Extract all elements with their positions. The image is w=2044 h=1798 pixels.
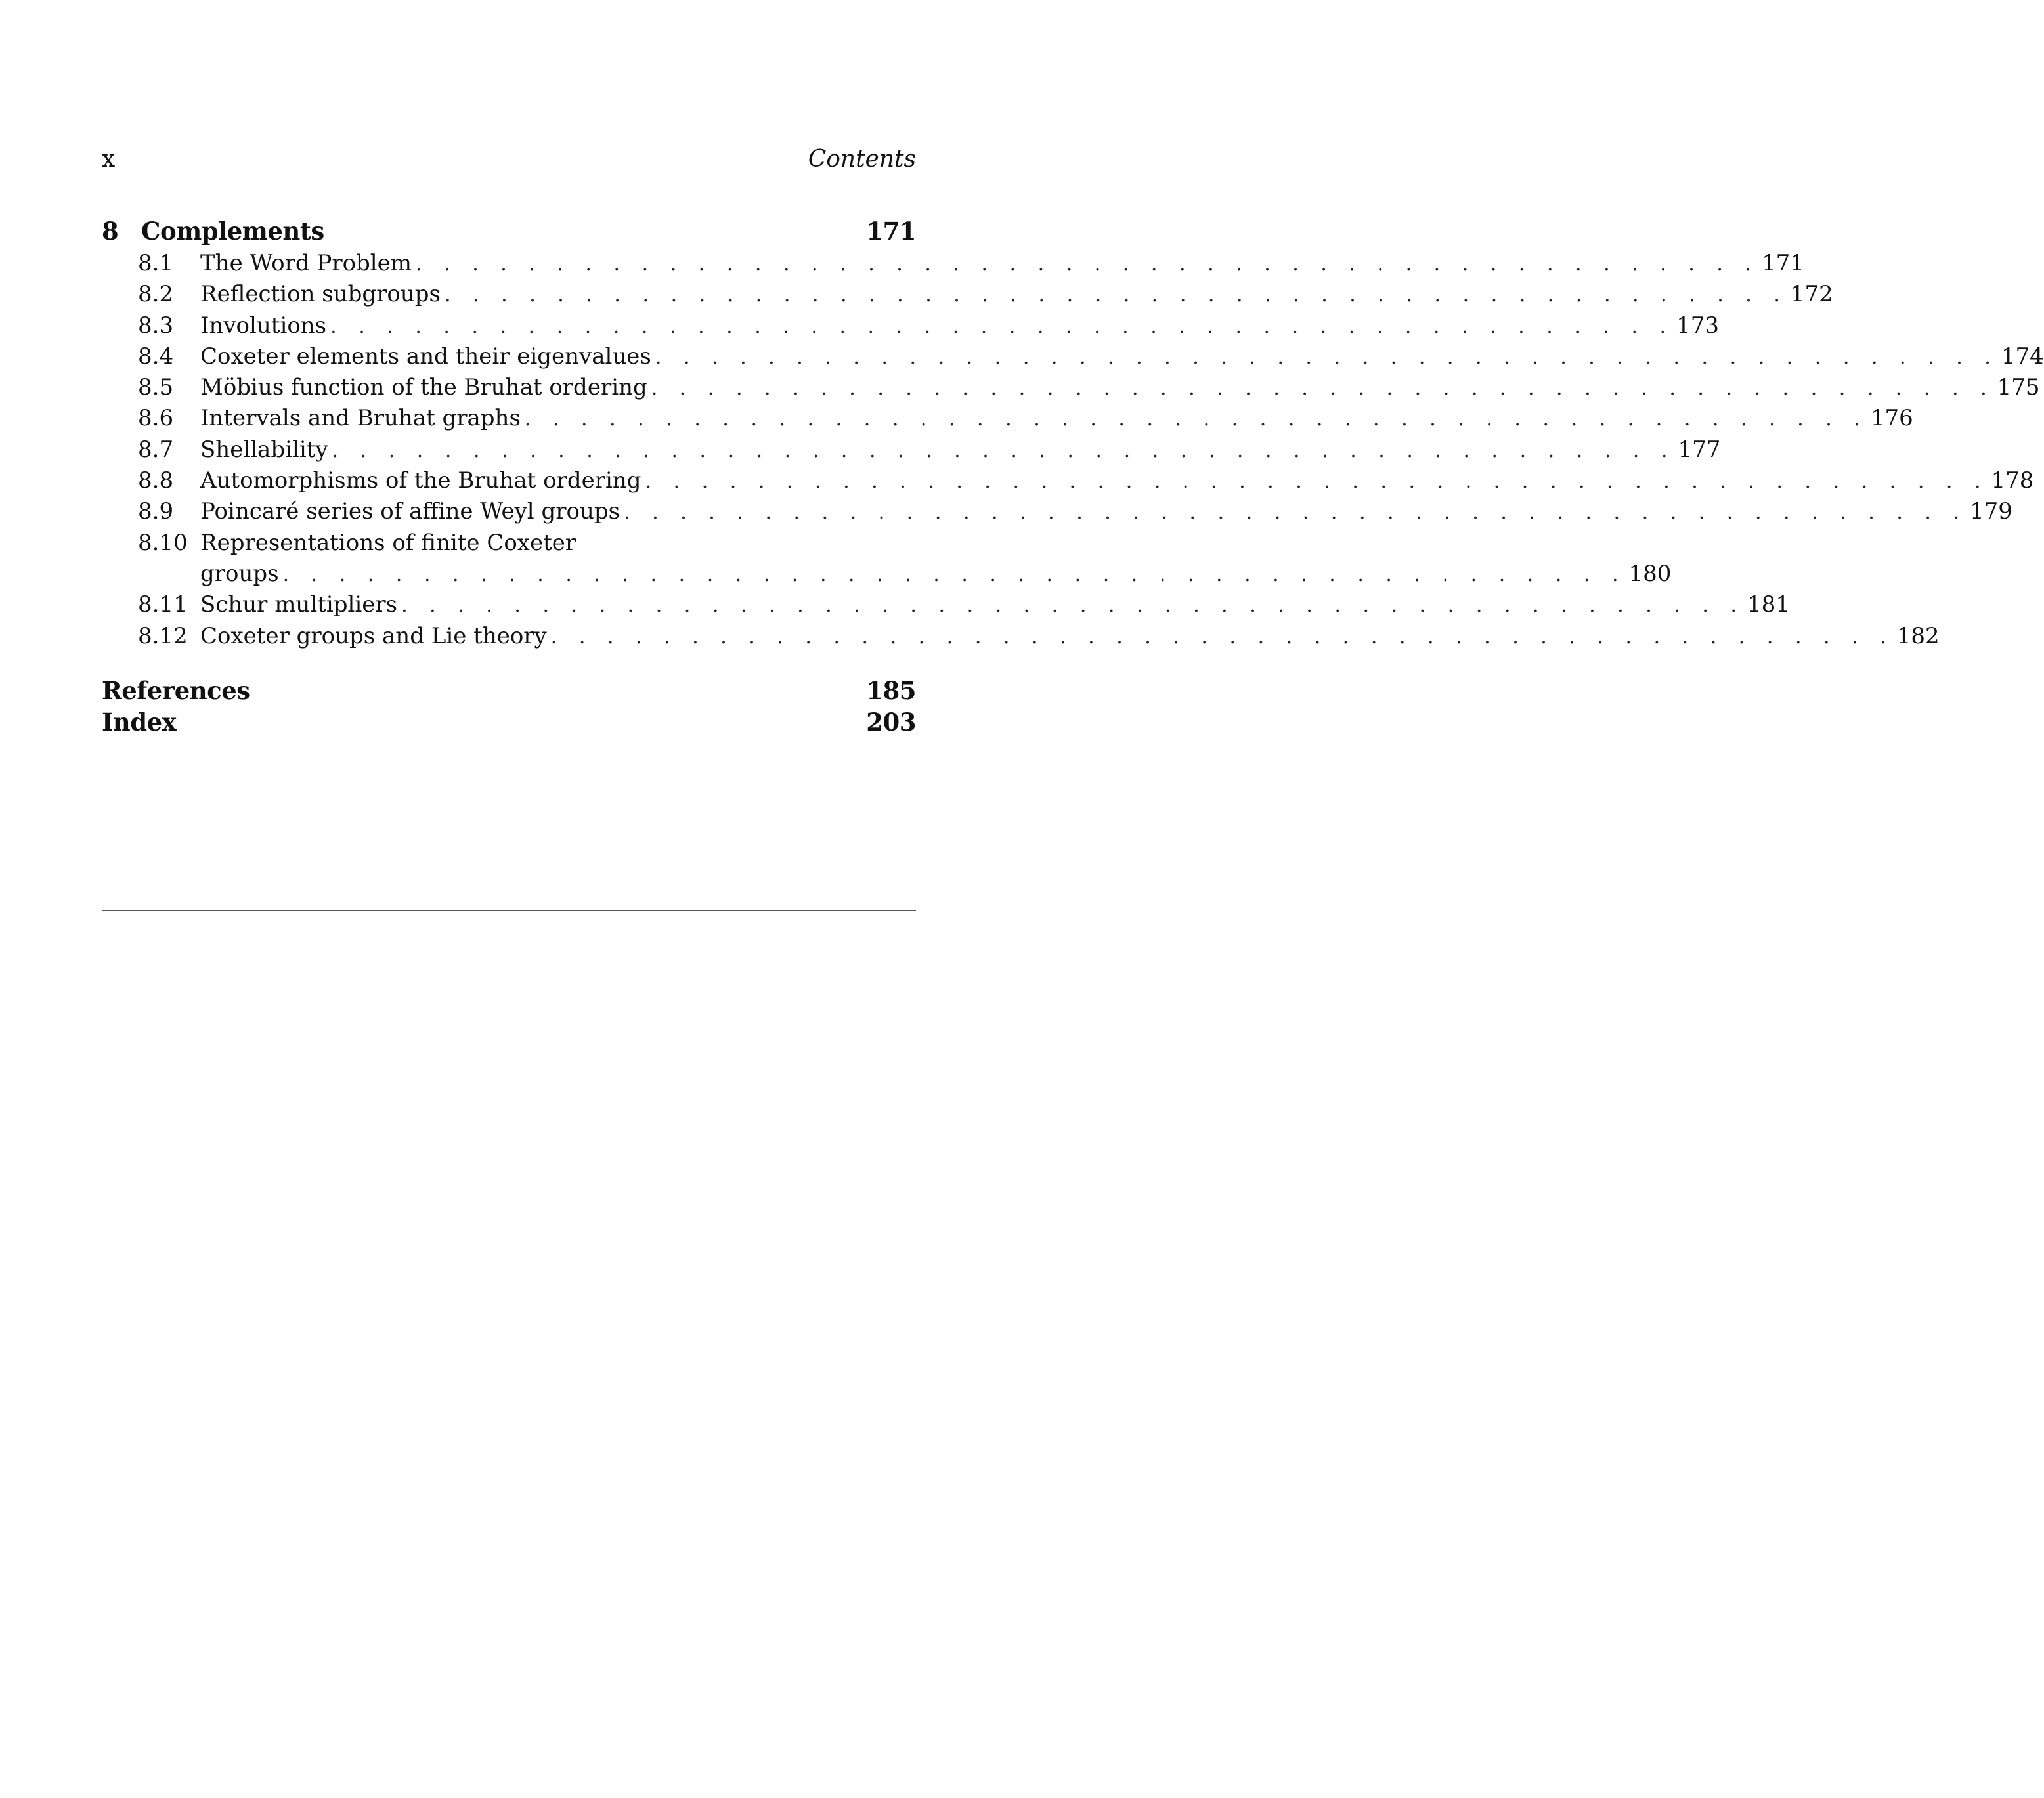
section-title: Intervals and Bruhat graphs [200,405,521,432]
table-of-contents [102,217,2044,652]
section-page-number: 177 [1678,436,1721,463]
section-entry [102,372,2040,403]
page-folio: x [102,146,116,173]
section-page-number: 182 [1896,622,1940,649]
section-entry [102,496,2012,527]
section-title: Poincaré series of affine Weyl groups [200,498,620,525]
dot-leader: . . . . . . . . . . . . . . . . . . . . . . . . . . . . . . . . . . . . . . . . . . . . . . . . [624,501,1968,524]
dot-leader: . . . . . . . . . . . . . . . . . . . . . . . . . . . . . . . . . . . . . . . . . . . . . . . . [524,408,1868,431]
section-page-number: 175 [1997,374,2040,401]
section-number: 8.3 [138,312,174,339]
section-page-number: 179 [1970,498,2012,525]
section-entry [102,248,1804,279]
section-title: Coxeter groups and Lie theory [200,622,547,649]
section-page-number: 172 [1790,281,1833,308]
references-title: References [102,676,250,705]
dot-leader: . . . . . . . . . . . . . . . . . . . . . . . . . . . . . . . . . . . . . . . . . . . . . . . . [651,377,1995,400]
section-number: 8.7 [138,436,174,463]
section-title: Schur multipliers [200,591,398,618]
section-title: Involutions [200,312,327,339]
section-title: Shellability [200,436,328,463]
section-page-number: 180 [1628,560,1672,587]
section-entry [102,279,1833,310]
section-number: 8.6 [138,405,174,432]
section-entry [102,310,1719,341]
dot-leader: . . . . . . . . . . . . . . . . . . . . . . . . . . . . . . . . . . . . . . . . . . . . . . . . [550,625,1894,649]
index-title: Index [102,708,177,737]
section-number: 8.11 [138,591,188,618]
section-entry [102,589,1790,620]
section-number: 8.10 [138,529,188,556]
dot-leader: . . . . . . . . . . . . . . . . . . . . . . . . . . . . . . . . . . . . . . . . . . . . . . . . [416,253,1759,276]
section-number: 8.12 [138,622,188,649]
section-page-number: 171 [1761,250,1804,276]
section-number: 8.9 [138,498,174,525]
section-number: 8.2 [138,281,174,308]
section-entry [102,403,1913,434]
dot-leader: . . . . . . . . . . . . . . . . . . . . . . . . . . . . . . . . . . . . . . . . . . . . . . . . [330,314,1674,338]
chapter-page-number: 171 [866,217,916,246]
dot-leader: . . . . . . . . . . . . . . . . . . . . . . . . . . . . . . . . . . . . . . . . . . . . . . . . [401,594,1745,618]
dot-leader: . . . . . . . . . . . . . . . . . . . . . . . . . . . . . . . . . . . . . . . . . . . . . . . . [645,470,1989,494]
section-title: The Word Problem [200,250,412,276]
index-page-number: 203 [866,708,916,737]
section-entry [102,341,2044,372]
dot-leader: . . . . . . . . . . . . . . . . . . . . . . . . . . . . . . . . . . . . . . . . . . . . . . . . [282,563,1626,586]
section-entry [102,621,1940,652]
references-page-number: 185 [866,676,916,705]
section-title: Coxeter elements and their eigenvalues [200,343,651,370]
section-number: 8.8 [138,467,174,494]
section-title: Representations of finite Coxeter [200,529,576,556]
dot-leader: . . . . . . . . . . . . . . . . . . . . . . . . . . . . . . . . . . . . . . . . . . . . . . . . [444,284,1788,307]
section-page-number: 176 [1870,405,1913,432]
section-title-continued: groups [200,560,279,587]
section-list [102,248,2044,652]
section-number: 8.5 [138,374,174,401]
back-matter-entry [102,676,916,708]
section-number: 8.4 [138,343,174,370]
chapter-title: Complements [141,217,324,246]
section-entry [102,435,1721,465]
section-page-number: 178 [1991,467,2034,494]
section-title: Automorphisms of the Bruhat ordering [200,467,641,494]
dot-leader: . . . . . . . . . . . . . . . . . . . . . . . . . . . . . . . . . . . . . . . . . . . . . . . . [655,345,1999,369]
section-number: 8.1 [138,250,174,276]
running-head-title: Contents [808,146,916,173]
section-entry [102,465,2034,496]
section-page-number: 173 [1676,312,1719,339]
chapter-number: 8 [102,217,119,246]
dot-leader: . . . . . . . . . . . . . . . . . . . . . . . . . . . . . . . . . . . . . . . . . . . . . . . . [332,439,1676,462]
horizontal-rule [102,910,916,911]
section-title: Reflection subgroups [200,281,441,308]
section-page-number: 174 [2001,343,2044,370]
back-matter-entry [102,708,916,739]
section-page-number: 181 [1747,591,1790,618]
section-entry [102,528,1672,590]
chapter-entry [102,217,916,248]
running-head [102,146,916,176]
section-title: Möbius function of the Bruhat ordering [200,374,647,401]
back-matter-list [102,676,916,739]
